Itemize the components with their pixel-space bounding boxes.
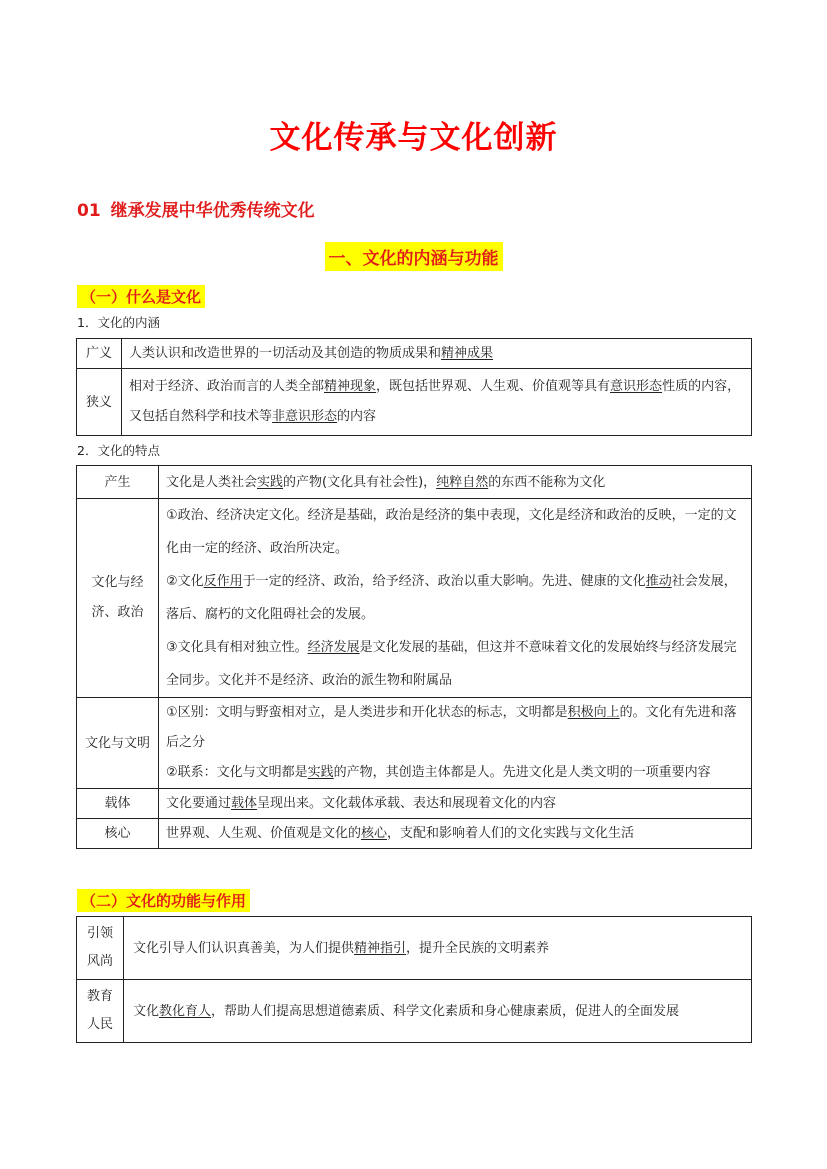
table-row — [77, 499, 752, 698]
text-segment: ，支配和影响着人们的文化实践与文化生活 — [387, 826, 635, 841]
text-segment: 相对于经济、政治而言的人类全部 — [129, 379, 325, 394]
row-label: 载体 — [77, 789, 159, 819]
row-content — [159, 466, 752, 499]
text-segment: ③文化具有相对独立性。 — [166, 640, 308, 655]
text-segment: 的产物(文化具有社会性)， — [283, 474, 437, 490]
text-segment: ①区别：文明与野蛮相对立，是人类进步和开化状态的标志，文明都是 — [166, 705, 568, 720]
row-content — [124, 917, 752, 980]
section-title: 继承发展中华优秀传统文化 — [110, 201, 315, 221]
row-label: 文化与文明 — [77, 698, 159, 789]
text-segment: 文化引导人们认识真善美，为人们提供 — [133, 940, 355, 956]
part-heading — [0, 242, 827, 271]
text-segment: 文化 — [133, 1003, 160, 1019]
text-segment: 文化是人类社会 — [166, 474, 258, 490]
row-label: 狭义 — [77, 369, 122, 436]
row-content — [122, 339, 752, 369]
text-segment: 的东西不能称为文化 — [488, 474, 606, 490]
functions-table — [76, 916, 752, 1043]
table-row — [77, 819, 752, 849]
underlined-term: 意识形态 — [610, 379, 663, 394]
text-segment: 性质的内容，又包括自然科学和技术等 — [129, 379, 741, 424]
text-segment: 世界观、人生观、价值观是文化的 — [166, 826, 362, 841]
text-segment: 的。文化有先进和落后之分 — [166, 705, 737, 750]
paragraph: ①政治、经济决定文化。经济是基础，政治是经济的集中表现，文化是经济和政治的反映，一定的文化由一定的经济、政治所决定。 — [166, 508, 737, 556]
text-segment: ②联系：文化与文明都是 — [166, 765, 308, 780]
underlined-term: 反作用 — [203, 574, 243, 589]
row-content — [124, 980, 752, 1043]
underlined-term: 载体 — [231, 796, 258, 811]
table-row — [77, 698, 752, 789]
underlined-term: 教化育人 — [159, 1003, 212, 1019]
row-content — [159, 499, 752, 698]
row-label: 教育人民 — [77, 980, 124, 1043]
underlined-term: 经济发展 — [307, 640, 360, 655]
text-segment: 的产物，其创造主体都是人。先进文化是人类文明的一项重要内容 — [333, 765, 711, 780]
row-label: 核心 — [77, 819, 159, 849]
page-title: 文化传承与文化创新 — [269, 120, 558, 156]
table-row — [77, 339, 752, 369]
underlined-term: 纯粹自然 — [436, 474, 489, 490]
connotation-table — [76, 338, 752, 436]
text-segment: 是文化发展的基础，但这并不意味着文化的发展始终与经济发展完全同步。文化并不是经济、政治的派生物和附属品 — [166, 640, 737, 688]
text-segment: 呈现出来。文化载体承载、表达和展现着文化的内容 — [257, 796, 557, 811]
underlined-term: 实践 — [307, 765, 334, 780]
text-segment: ，帮助人们提高思想道德素质、科学文化素质和身心健康素质，促进人的全面发展 — [211, 1003, 680, 1019]
table-row — [77, 466, 752, 499]
row-content — [122, 369, 752, 436]
underlined-term: 核心 — [361, 826, 388, 841]
features-table — [76, 465, 752, 849]
table-row — [77, 917, 752, 980]
item-heading-features: 2．文化的特点 — [77, 443, 160, 458]
subheading-what-is-culture: （一）什么是文化 — [77, 285, 205, 308]
text-segment: ②文化 — [166, 574, 204, 589]
row-content — [159, 789, 752, 819]
underlined-term: 积极向上 — [567, 705, 620, 720]
item-heading-connotation: 1．文化的内涵 — [77, 315, 160, 330]
underlined-term: 精神指引 — [354, 940, 407, 956]
text-segment: 社会发展，落后、腐朽的文化阻碍社会的发展。 — [166, 574, 737, 622]
text-segment: 的内容 — [337, 409, 377, 424]
row-content — [159, 698, 752, 789]
table-row — [77, 369, 752, 436]
row-label: 广义 — [77, 339, 122, 369]
text-segment: 文化要通过 — [166, 796, 232, 811]
underlined-term: 推动 — [645, 574, 672, 589]
row-label: 文化与经济、政治 — [77, 499, 159, 698]
text-segment: 人类认识和改造世界的一切活动及其创造的物质成果和 — [129, 346, 442, 361]
text-segment: 于一定的经济、政治，给予经济、政治以重大影响。先进、健康的文化 — [242, 574, 646, 589]
section-heading — [77, 196, 315, 221]
underlined-term: 精神现象 — [324, 379, 377, 394]
row-content — [159, 819, 752, 849]
underlined-term: 实践 — [257, 474, 284, 490]
text-segment: ，既包括世界观、人生观、价值观等具有 — [376, 379, 611, 394]
table-row — [77, 789, 752, 819]
section-number: 01 — [77, 201, 101, 221]
row-label: 引领风尚 — [77, 917, 124, 980]
part-title: 一、文化的内涵与功能 — [325, 242, 503, 271]
underlined-term: 非意识形态 — [272, 409, 338, 424]
table-row — [77, 980, 752, 1043]
row-label: 产生 — [77, 466, 159, 499]
paragraph — [166, 698, 744, 758]
paragraph — [166, 758, 744, 788]
paragraph — [166, 565, 744, 631]
subheading-functions: （二）文化的功能与作用 — [77, 889, 250, 912]
text-segment: ，提升全民族的文明素养 — [406, 940, 550, 956]
underlined-term: 精神成果 — [441, 346, 494, 361]
paragraph — [166, 631, 744, 697]
